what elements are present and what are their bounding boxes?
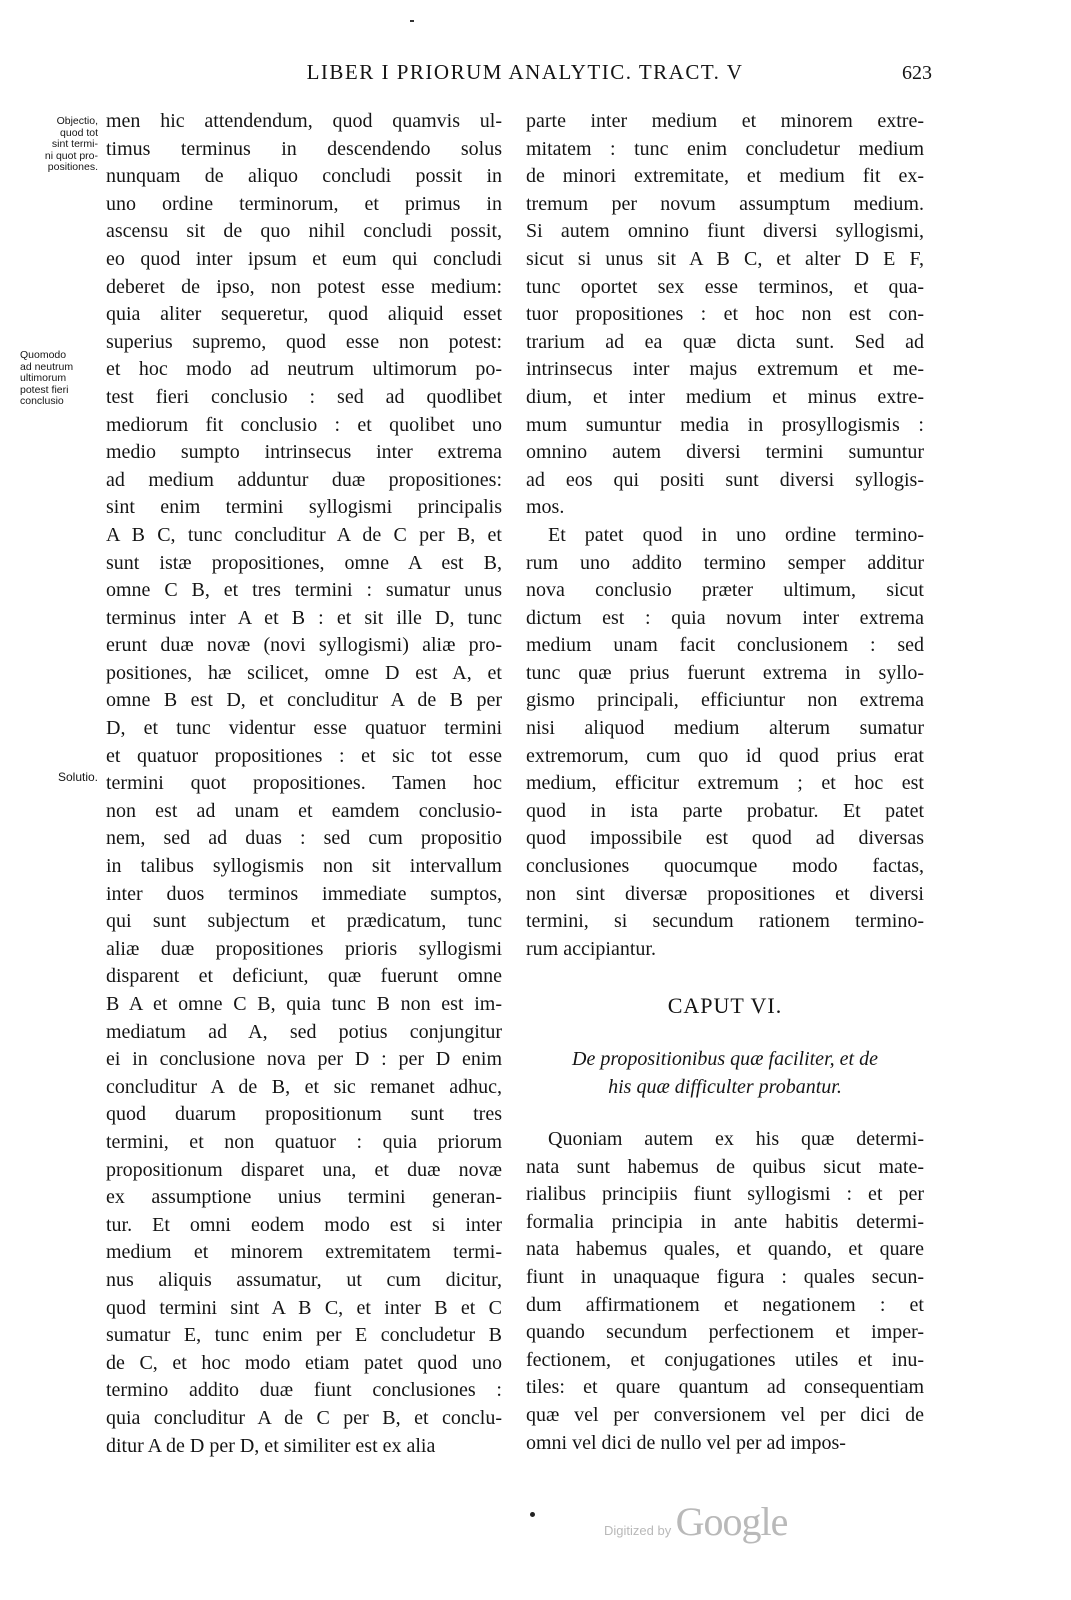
text-line: rum uno addito termino semper additur <box>526 551 924 574</box>
text-line: medium unam facit conclusionem : sed <box>526 634 924 657</box>
text-line: dictum est : quia novum inter extrema <box>526 606 924 629</box>
text-line: rum accipiantur. <box>526 937 656 960</box>
text-line: sunt istæ propositiones, omne A est B, <box>106 551 502 574</box>
text-line: omne B est D, et concluditur A de B per <box>106 689 502 712</box>
text-line: tiles: et quare quantum ad consequentiam <box>526 1376 924 1399</box>
margin-note-line: quod tot <box>60 126 98 139</box>
text-line: nisi aliquod medium alterum sumatur <box>526 717 924 740</box>
text-line: medio sumpto intrinsecus inter extrema <box>106 441 502 464</box>
text-line: et quatuor propositiones : et sic tot esse <box>106 744 502 767</box>
text-line: sumatur E, tunc enim per E concludetur B <box>106 1324 502 1347</box>
text-line: Quoniam autem ex his quæ determi- <box>548 1128 924 1150</box>
text-line: uno ordine terminorum, et primus in <box>106 192 502 215</box>
text-line: mos. <box>526 496 565 519</box>
text-line: non est ad unam et eamdem conclusio- <box>106 799 502 822</box>
text-line: mum sumuntur media in prosyllogismis : <box>526 413 924 436</box>
text-line: tuor propositiones : et hoc non est con- <box>526 303 924 326</box>
text-line: quæ vel per conversionem vel per dici de <box>526 1403 924 1426</box>
text-line: ad medium adduntur duæ propositiones: <box>106 468 502 491</box>
text-line: omni vel dici de nullo vel per ad impos- <box>526 1431 846 1454</box>
text-line: aliæ duæ propositiones prioris syllogismi <box>106 937 502 960</box>
text-line: sint enim termini syllogismi principalis <box>106 496 502 519</box>
right-column-text-continued <box>526 1126 924 1457</box>
text-line: trarium ad ea quæ dicta sunt. Sed ad <box>526 330 924 353</box>
text-line: D, et tunc videntur esse quatuor termini <box>106 717 502 740</box>
text-line: nata habemus quales, et quando, et quare <box>526 1238 924 1261</box>
text-line: superius supremo, quod esse non potest: <box>106 330 502 353</box>
margin-note-objectio <box>20 116 98 174</box>
text-line: quod in ista parte probatur. Et patet <box>526 799 924 822</box>
text-line: nata sunt habemus de quibus sicut mate- <box>526 1155 924 1178</box>
text-line: ad eos qui positi sunt diversi syllogis- <box>526 468 924 491</box>
text-line: quod duarum propositionum sunt tres <box>106 1103 502 1126</box>
text-line: men hic attendendum, quod quamvis ul- <box>106 110 502 132</box>
text-line: intrinsecus inter majus extremum et me- <box>526 358 924 381</box>
text-line: mitatem : tunc enim concludetur medium <box>526 137 924 160</box>
text-line: ex assumptione unius termini generan- <box>106 1186 502 1209</box>
page-number: 623 <box>902 62 932 84</box>
text-line: positiones, hæ scilicet, omne D est A, et <box>106 661 502 684</box>
margin-note-line: Quomodo <box>20 349 67 361</box>
text-line: de C, et hoc modo etiam patet quod uno <box>106 1351 502 1374</box>
text-line: Si autem omnino fiunt diversi syllogismi, <box>526 220 924 243</box>
text-line: conclusiones quocumque modo factas, <box>526 855 924 878</box>
text-line: dium, et inter medium et minus extre- <box>526 385 924 408</box>
margin-note-quomodo <box>20 350 98 408</box>
digitized-watermark <box>604 1498 834 1545</box>
margin-note-solutio <box>20 772 98 784</box>
text-line: A B C, tunc concluditur A de C per B, et <box>106 523 502 546</box>
text-line: sicut si unus sit A B C, et alter D E F, <box>526 247 924 270</box>
text-line: quia concluditur A de C per B, et conclu- <box>106 1406 502 1429</box>
text-line: ascensu sit de quo nihil concludi possit, <box>106 220 502 243</box>
text-line: mediorum fit conclusio : et quolibet uno <box>106 413 502 436</box>
text-line: nunquam de aliquo concludi possit in <box>106 165 502 188</box>
text-line: quando secundum perfectionem et imper- <box>526 1321 924 1344</box>
text-line: in talibus syllogismis non sit intervallum <box>106 855 502 878</box>
left-column-text <box>106 108 502 1460</box>
text-line: terminus inter A et B : et sit ille D, tunc <box>106 606 502 629</box>
margin-note-line: sint termi- <box>51 138 98 150</box>
text-line: termino addito duæ fiunt conclusiones : <box>106 1379 502 1402</box>
text-line: Et patet quod in uno ordine termino- <box>548 523 924 546</box>
text-line: concluditur A de B, et sic remanet adhuc, <box>106 1075 502 1098</box>
margin-note-line: ultimorum <box>20 372 67 384</box>
text-line: dum affirmationem et negationem : et <box>526 1293 924 1316</box>
text-line: parte inter medium et minorem extre- <box>526 110 924 132</box>
text-line: extremorum, cum quo id quod prius erat <box>526 744 924 767</box>
text-line: qui sunt subjectum et prædicatum, tunc <box>106 910 502 933</box>
text-line: omne C B, et tres termini : sumatur unus <box>106 579 502 602</box>
text-line: de minori extremitate, et medium fit ex- <box>526 165 924 188</box>
text-line: quod termini sint A B C, et inter B et C <box>106 1296 502 1319</box>
chapter-title: CAPUT VI. <box>667 993 783 1018</box>
text-line: et hoc modo ad neutrum ultimorum po- <box>106 358 502 381</box>
text-line: termini, et non quatuor : quia priorum <box>106 1130 502 1153</box>
text-line: rialibus principiis fiunt syllogismi : et per <box>526 1183 924 1206</box>
chapter-subtitle-line: his quæ difficulter probantur. <box>608 1076 842 1098</box>
speck <box>410 20 414 22</box>
speck <box>530 1512 535 1517</box>
text-line: medium et minorem extremitatem termi- <box>106 1241 502 1264</box>
margin-note-line: positiones. <box>47 161 98 173</box>
margin-note-line: ad neutrum <box>20 360 74 373</box>
margin-note-line: potest fieri <box>20 383 69 396</box>
text-line: tur. Et omni eodem modo est si inter <box>106 1213 502 1236</box>
text-line: gismo principali, efficiuntur non extrema <box>526 689 924 712</box>
text-line: mediatum ad A, sed potius conjungitur <box>106 1020 502 1043</box>
running-title: LIBER I PRIORUM ANALYTIC. TRACT. V <box>306 60 744 84</box>
text-line: formalia principia in ante habitis determi- <box>526 1210 924 1233</box>
watermark-prefix: Digitized by <box>604 1523 672 1538</box>
text-line: nova conclusio præter ultimum, sicut <box>526 579 924 602</box>
text-line: test fieri conclusio : sed ad quodlibet <box>106 385 502 408</box>
text-line: propositionum disparet una, et duæ novæ <box>106 1158 502 1181</box>
text-line: B A et omne C B, quia tunc B non est im- <box>106 993 502 1015</box>
chapter-subtitle-line: De propositionibus quæ faciliter, et de <box>572 1048 878 1070</box>
google-logo: Google <box>675 1499 788 1544</box>
text-line: medium, efficitur extremum ; et hoc est <box>526 772 924 795</box>
text-line: eo quod inter ipsum et eum qui concludi <box>106 247 502 270</box>
text-line: tunc quæ prius fuerunt extrema in syllo- <box>526 661 924 684</box>
text-line: tremum per novum assumptum medium. <box>526 192 924 215</box>
text-line: nus aliquis assumatur, ut cum dicitur, <box>106 1268 502 1291</box>
text-line: deberet de ipso, non potest esse medium: <box>106 275 502 298</box>
margin-note-line: conclusio <box>20 395 64 407</box>
text-line: erunt duæ novæ (novi syllogismi) aliæ pro- <box>106 634 502 657</box>
text-line: quod impossibile est quod ad diversas <box>526 827 924 850</box>
chapter-subtitle <box>526 1045 924 1101</box>
text-line: tunc oportet sex esse terminos, et qua- <box>526 275 924 298</box>
right-column-text <box>526 108 924 963</box>
text-line: non sint diversæ propositiones et diversi <box>526 882 924 905</box>
text-line: ei in conclusione nova per D : per D enim <box>106 1048 502 1071</box>
text-line: ditur A de D per D, et similiter est ex alia <box>106 1434 436 1457</box>
margin-note-line: Objectio, <box>56 115 98 127</box>
text-line: inter duos terminos immediate sumptos, <box>106 882 502 905</box>
text-line: timus terminus in descendendo solus <box>106 137 502 160</box>
text-line: nem, sed ad duas : sed cum propositio <box>106 827 502 850</box>
text-line: termini quot propositiones. Tamen hoc <box>106 772 502 795</box>
text-line: quia aliter sequeretur, quod aliquid esset <box>106 303 502 326</box>
text-line: omnino autem diversi termini sumuntur <box>526 441 924 464</box>
text-line: disparent et deficiunt, quæ fuerunt omne <box>106 965 502 988</box>
text-line: termini, si secundum rationem termino- <box>526 910 924 933</box>
text-line: fiunt in unaquaque figura : quales secun- <box>526 1265 924 1288</box>
text-line: fectionem, et conjugationes utiles et inu- <box>526 1348 924 1371</box>
margin-note-line: ni quot pro- <box>44 149 98 162</box>
margin-note-line: Solutio. <box>57 770 98 784</box>
